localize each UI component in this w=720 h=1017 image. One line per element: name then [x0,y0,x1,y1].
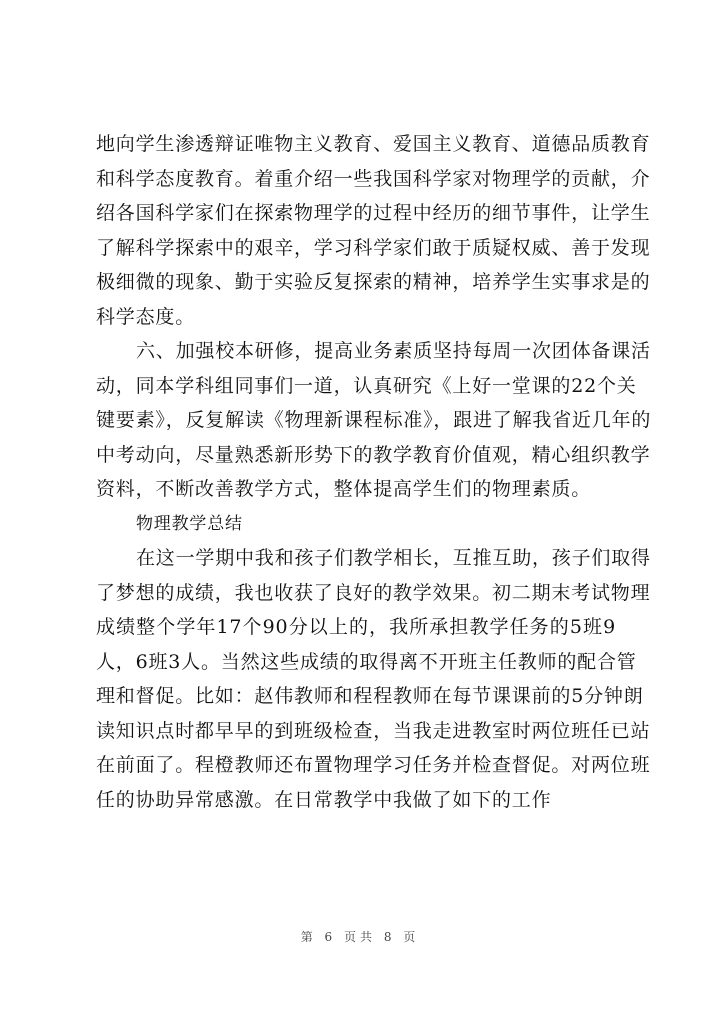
document-body [96,127,652,817]
text-line: 了解科学探索中的艰辛，学习科学家们敢于质疑权威、善于发现 [96,236,651,259]
text-line: 任的协助异常感激。在日常教学中我做了如下的工作 [96,788,552,811]
text-line: 读知识点时都早早的到班级检查，当我走进教室时两位班任已站 [96,719,651,742]
text-line: 地向学生渗透辩证唯物主义教育、爱国主义教育、道德品质教育 [96,133,651,155]
text-line: 人，6班3人。当然这些成绩的取得离不开班主任教师的配合管 [96,650,637,673]
text-line: 动，同本学科组同事们一道，认真研究《上好一堂课的22个关 [96,374,637,397]
text-line: 和科学态度教育。着重介绍一些我国科学家对物理学的贡献，介 [96,167,651,190]
paragraph-education-continued [96,127,651,334]
text-line: 在这一学期中我和孩子们教学相长，互推互助，孩子们取得 [136,547,651,569]
text-line: 成绩整个学年17个90分以上的，我所承担教学任务的5班9 [96,616,616,638]
text-line: 键要素》，反复解读《物理新课程标准》，跟进了解我省近几年的 [96,409,652,431]
text-line: 在前面了。程橙教师还布置物理学习任务并检查督促。对两位班 [96,754,651,776]
text-line: 中考动向，尽量熟悉新形势下的教学教育价值观，精心组织教学 [96,443,651,466]
text-line: 六、加强校本研修，提高业务素质坚持每周一次团体备课活 [136,340,651,362]
text-line: 科学态度。 [96,305,196,328]
text-line: 理和督促。比如：赵伟教师和程程教师在每节课课前的5分钟朗 [96,685,644,707]
paragraph-section-six [96,334,652,507]
text-line: 极细微的现象、勤于实验反复探索的精神，培养学生实事求是的 [96,271,651,293]
section-heading: 物理教学总结 [136,513,243,534]
text-line: 了梦想的成绩，我也收获了良好的教学效果。初二期末考试物理 [96,581,651,604]
text-line: 资料，不断改善教学方式，整体提高学生们的物理素质。 [96,478,592,500]
paragraph-summary [96,541,651,817]
text-line: 绍各国科学家们在探索物理学的过程中经历的细节事件，让学生 [96,202,651,224]
page-number-footer: 第 6 页共 8 页 [300,930,420,944]
